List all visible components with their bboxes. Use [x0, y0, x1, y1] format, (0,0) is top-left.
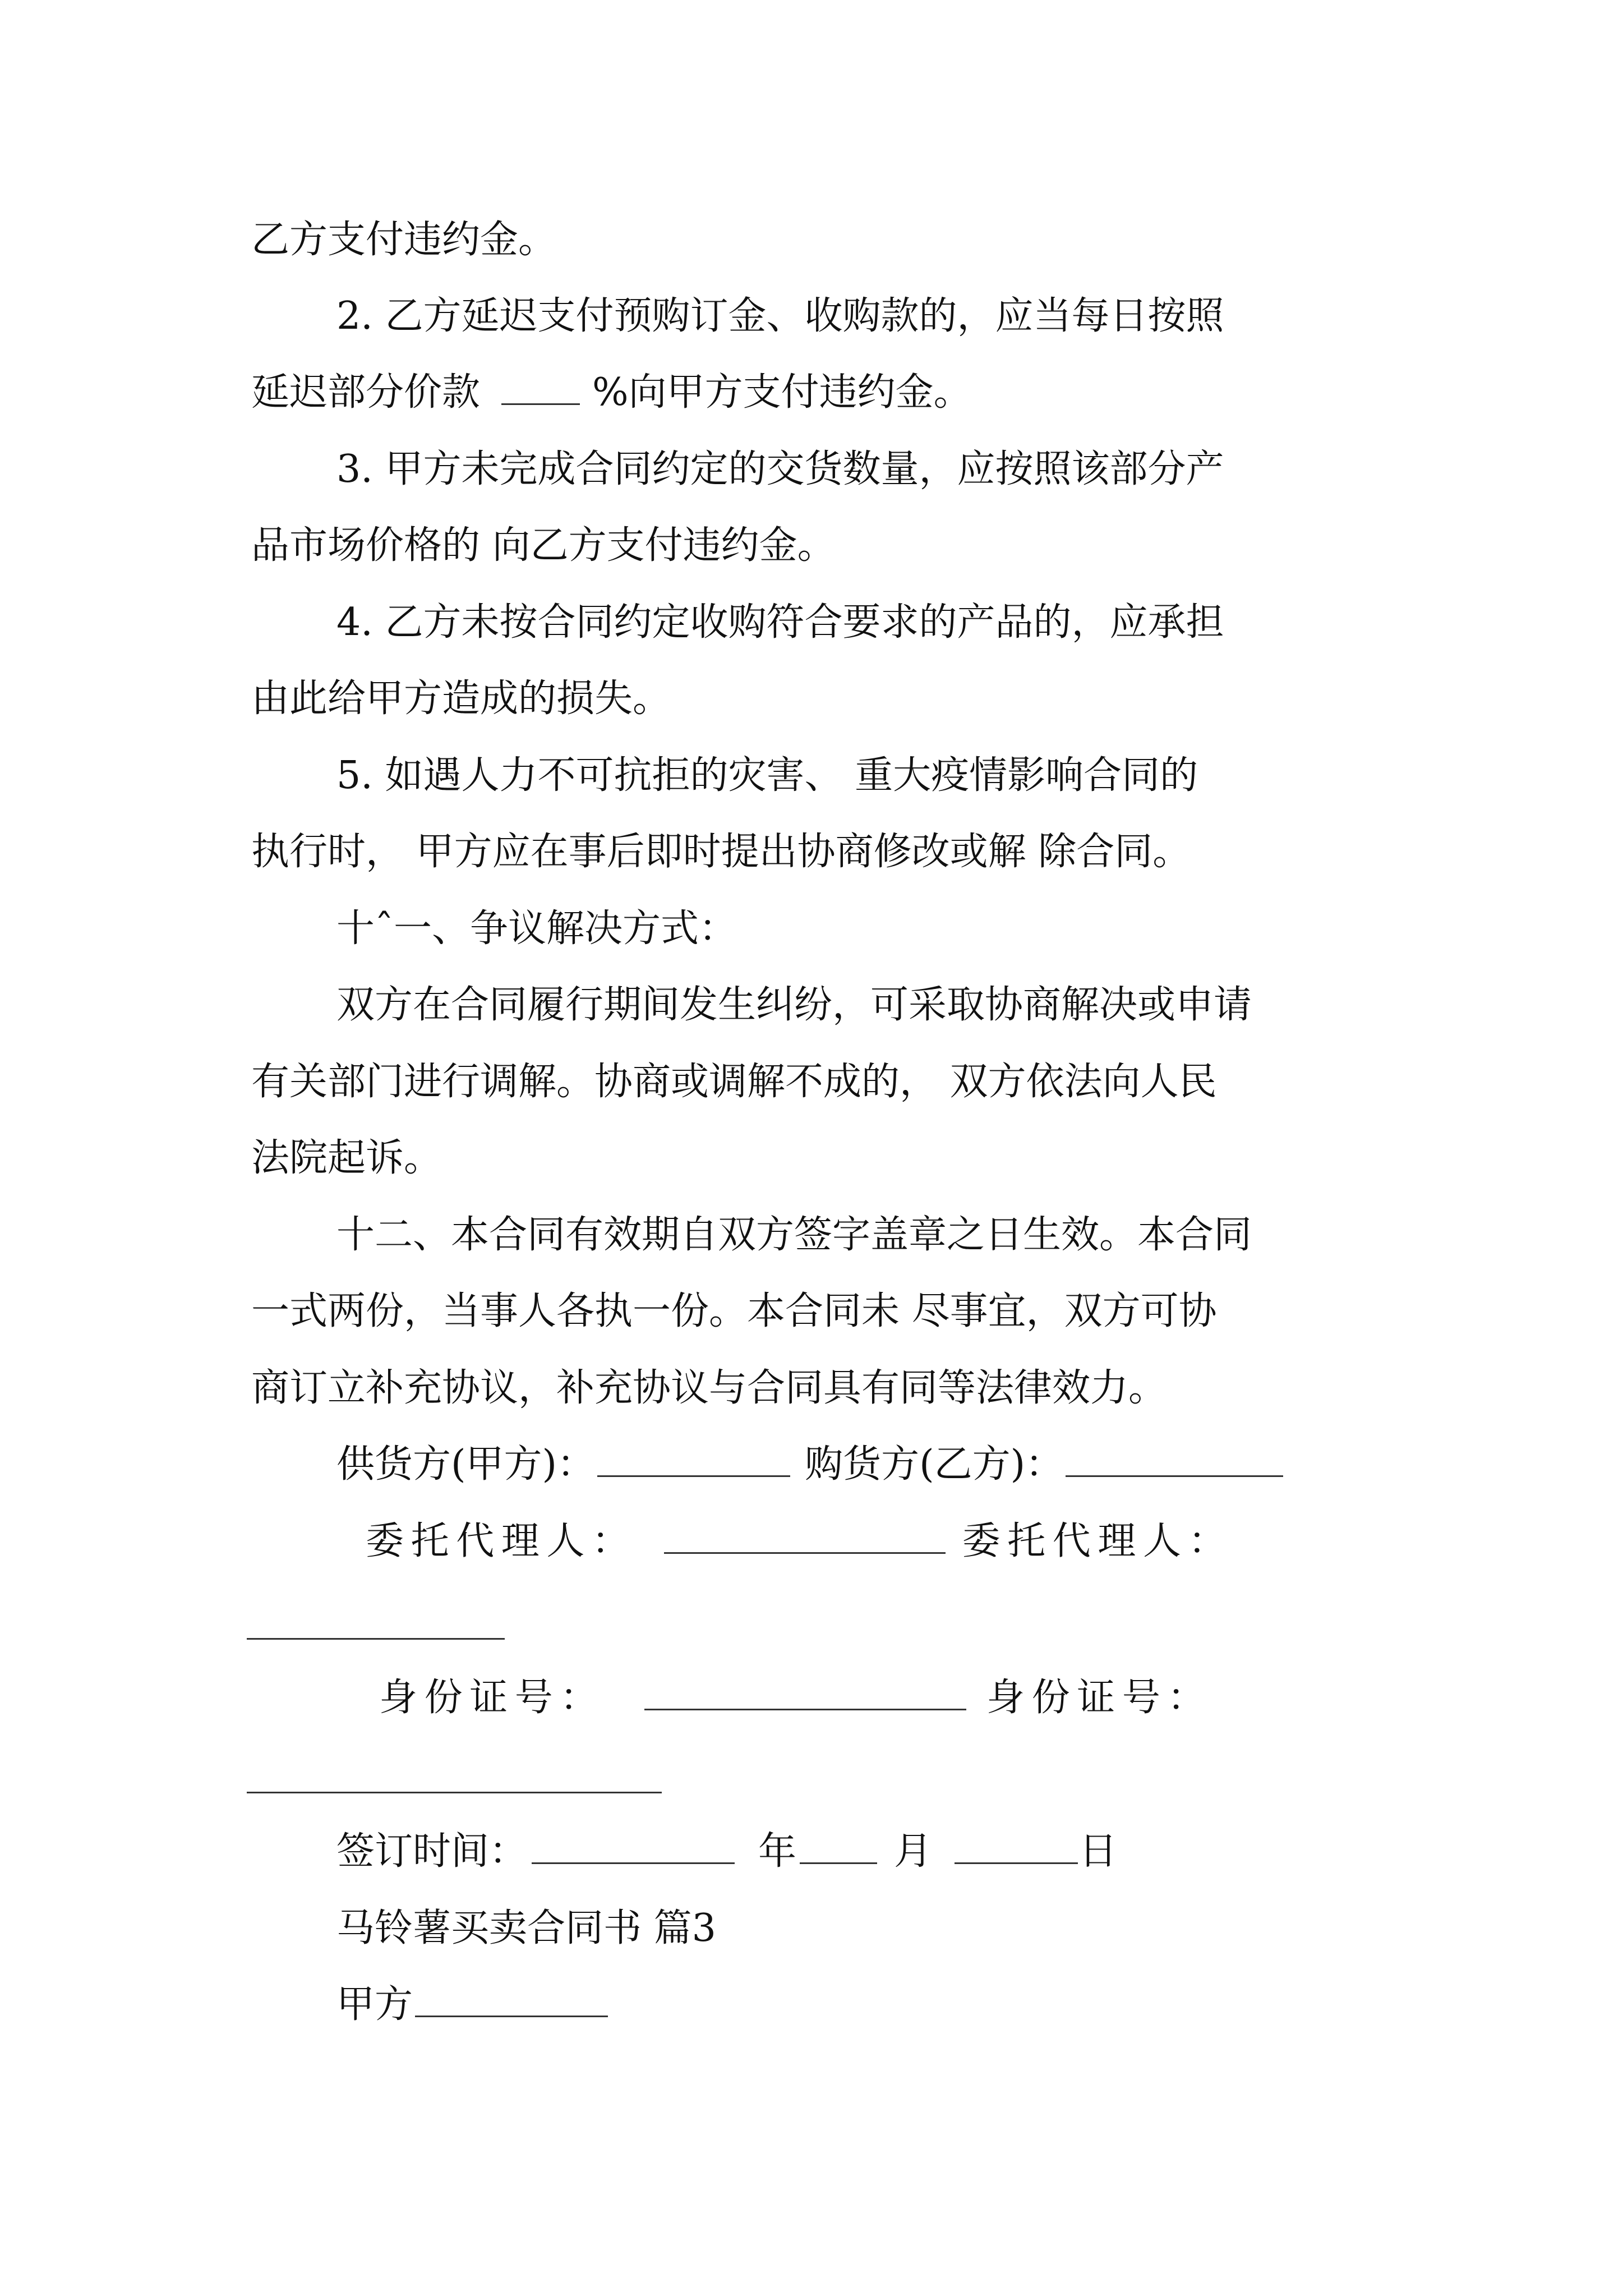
section-title: 马铃薯买卖合同书 篇3 [336, 1906, 716, 1950]
buyer-label: 购货方(乙方)： [805, 1442, 1064, 1487]
party-a-blank [415, 1982, 608, 2017]
party-a-line [336, 1980, 608, 2030]
date-label: 签订时间： [336, 1829, 528, 1874]
supplier-blank [597, 1442, 790, 1477]
buyer-blank [1066, 1442, 1283, 1477]
body-line-1: 乙方支付违约金。 [251, 218, 557, 262]
year-label: 年 [758, 1829, 797, 1874]
body-line-15: 商订立补充协议，补充协议与合同具有同等法律效力。 [251, 1366, 1167, 1410]
month-label: 月 [894, 1829, 933, 1874]
id-blank-left [644, 1675, 966, 1710]
body-line-3 [251, 367, 972, 418]
body-line-6: 4. 乙方未按合同约定收购符合要求的产品的，应承担 [336, 600, 1224, 645]
body-line-5: 品市场价格的 向乙方支付违约金。 [251, 523, 836, 568]
signing-date-line [336, 1826, 1117, 1877]
month-blank [955, 1829, 1078, 1864]
body-line-7: 由此给甲方造成的损失。 [251, 677, 671, 721]
id-blank-right [247, 1792, 662, 1793]
signature-id-line [379, 1673, 1212, 1723]
body-line-3-text-b: %向甲方支付违约金。 [592, 370, 972, 415]
body-line-12: 法院起诉。 [251, 1136, 442, 1180]
body-line-9: 执行时， 甲方应在事后即时提出协商修改或解 除合同。 [251, 830, 1191, 874]
body-line-13: 十二、本合同有效期自双方签字盖章之日生效。本合同 [336, 1213, 1252, 1257]
body-line-3-text-a: 延迟部分价款 [251, 370, 481, 415]
id-label-right: 身份证号： [986, 1676, 1213, 1720]
party-a-label: 甲方 [336, 1982, 413, 2027]
body-line-4: 3. 甲方未完成合同约定的交货数量，应按照该部分产 [336, 447, 1224, 491]
body-line-10: 双方在合同履行期间发生纠纷，可采取协商解决或申请 [336, 983, 1252, 1027]
agent-blank-left [664, 1519, 946, 1554]
agent-label-left: 委托代理人： [366, 1519, 637, 1563]
date-blank [532, 1829, 735, 1864]
id-label-left: 身份证号： [379, 1676, 606, 1720]
agent-blank-right [247, 1638, 505, 1640]
body-line-2: 2. 乙方延迟支付预购订金、收购款的，应当每日按照 [336, 294, 1224, 338]
day-label: 日 [1079, 1829, 1118, 1874]
body-line-8: 5. 如遇人力不可抗拒的灾害、 重大疫情影响合同的 [336, 753, 1198, 798]
section-heading-dispute: 十ˆ一、争议解决方式： [336, 907, 737, 951]
supplier-label: 供货方(甲方)： [336, 1442, 596, 1487]
signature-agent-line [366, 1516, 1233, 1567]
percent-blank [501, 370, 580, 405]
agent-label-right: 委托代理人： [962, 1519, 1234, 1563]
signature-parties-line [336, 1439, 1283, 1490]
body-line-14: 一式两份，当事人各执一份。本合同未 尽事宜，双方可协 [251, 1289, 1217, 1333]
year-blank [800, 1829, 877, 1864]
body-line-11: 有关部门进行调解。协商或调解不成的， 双方依法向人民 [251, 1060, 1217, 1104]
